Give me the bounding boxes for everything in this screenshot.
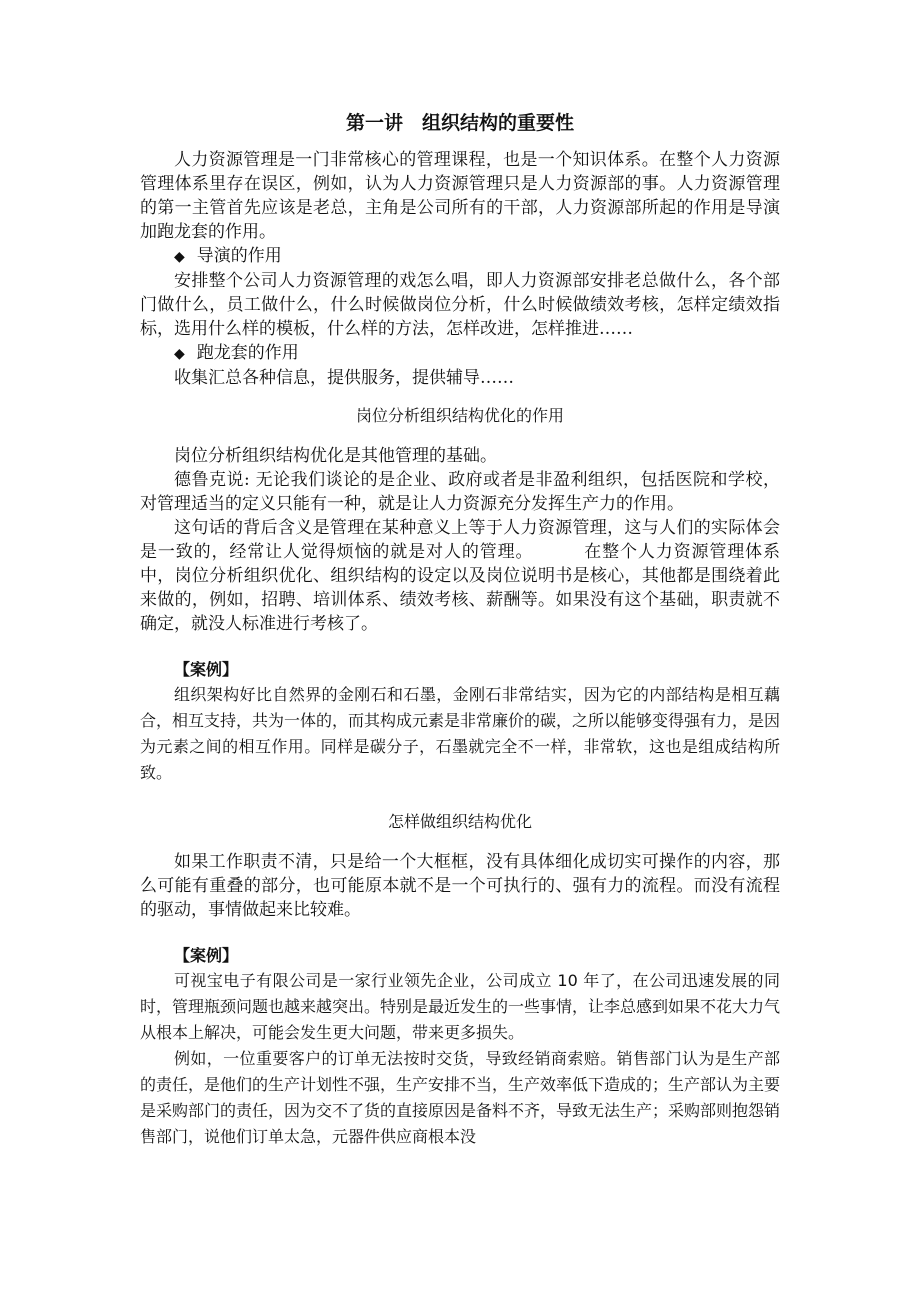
support-paragraph: 收集汇总各种信息，提供服务，提供辅导…… (174, 368, 514, 388)
section1-paragraph-3b: 在整个人力资源管理体系中，岗位分析组织优化、组织结构的设定以及岗位说明书是核心，其他都是围绕着此来做的，例如，招聘、培训体系、绩效考核、薪酬等。如果没有这个基础，职责就不确定，就没人标准进行考核了。 (140, 542, 781, 634)
section-heading: 岗位分析组织结构优化的作用 (355, 406, 564, 425)
section1-paragraph-1: 岗位分析组织结构优化是其他管理的基础。 (174, 446, 497, 466)
case-label: 【案例】 (174, 660, 239, 679)
section1-paragraph-2: 德鲁克说: 无论我们谈论的是企业、政府或者是非盈利组织，包括医院和学校，对管理适当的定义只能有一种，就是让人力资源充分发挥生产力的作用。 (140, 470, 780, 514)
case-paragraph-2: 例如，一位重要客户的订单无法按时交货，导致经销商索赔。销售部门认为是生产部的责任，是他们的生产计划性不强，生产安排不当，生产效率低下造成的；生产部认为主要是采购部门的责任，因为交不了货的直接原因是备料不齐，导致无法生产；采购部则抱怨销售部门，说他们订单太急，元器件供应商根本没 (140, 1049, 781, 1146)
document-page (140, 110, 780, 1150)
bullet-label: 跑龙套的作用 (196, 343, 299, 363)
section-heading: 怎样做组织结构优化 (387, 812, 532, 831)
director-paragraph: 安排整个公司人力资源管理的戏怎么唱，即人力资源部安排老总做什么，各个部门做什么，员工做什么，什么时候做岗位分析，什么时候做绩效考核，怎样定绩效指标，选用什么样的模板，什么样的方法，怎样改进，怎样推进…… (140, 271, 780, 339)
section1-paragraph-3a: 这句话的背后含义是管理在某种意义上等于人力资源管理，这与人们的实际体会是一致的，经常让人觉得烦恼的就是对人的管理。 (140, 518, 780, 562)
diamond-icon: ◆ (174, 346, 185, 362)
page-title: 第一讲 组织结构的重要性 (345, 112, 574, 134)
section2-paragraph-1: 如果工作职责不清，只是给一个大框框，没有具体细化成切实可操作的内容，那么可能有重叠的部分，也可能原本就不是一个可执行的、强有力的流程。而没有流程的驱动，事情做起来比较难。 (140, 852, 780, 920)
case-label: 【案例】 (174, 946, 239, 965)
bullet-support (140, 341, 780, 366)
bullet-director (140, 244, 780, 269)
case-paragraph-1: 可视宝电子有限公司是一家行业领先企业，公司成立 10 年了，在公司迅速发展的同时，管理瓶颈问题也越来越突出。特别是最近发生的一些事情，让李总感到如果不花大力气从根本上解决，可能会发生更大问题，带来更多损失。 (140, 971, 781, 1042)
bullet-label: 导演的作用 (196, 246, 282, 266)
diamond-icon: ◆ (174, 249, 185, 265)
intro-paragraph: 人力资源管理是一门非常核心的管理课程，也是一个知识体系。在整个人力资源管理体系里存在误区，例如，认为人力资源管理只是人力资源部的事。人力资源管理的第一主管首先应该是老总，主角是公司所有的干部，人力资源部所起的作用是导演加跑龙套的作用。 (140, 150, 780, 242)
case-paragraph: 组织架构好比自然界的金刚石和石墨，金刚石非常结实，因为它的内部结构是相互藕合，相互支持，共为一体的，而其构成元素是非常廉价的碳，之所以能够变得强有力，是因为元素之间的相互作用。同样是碳分子，石墨就完全不一样，非常软，这也是组成结构所致。 (140, 685, 781, 782)
section1-paragraph-3 (140, 516, 780, 636)
